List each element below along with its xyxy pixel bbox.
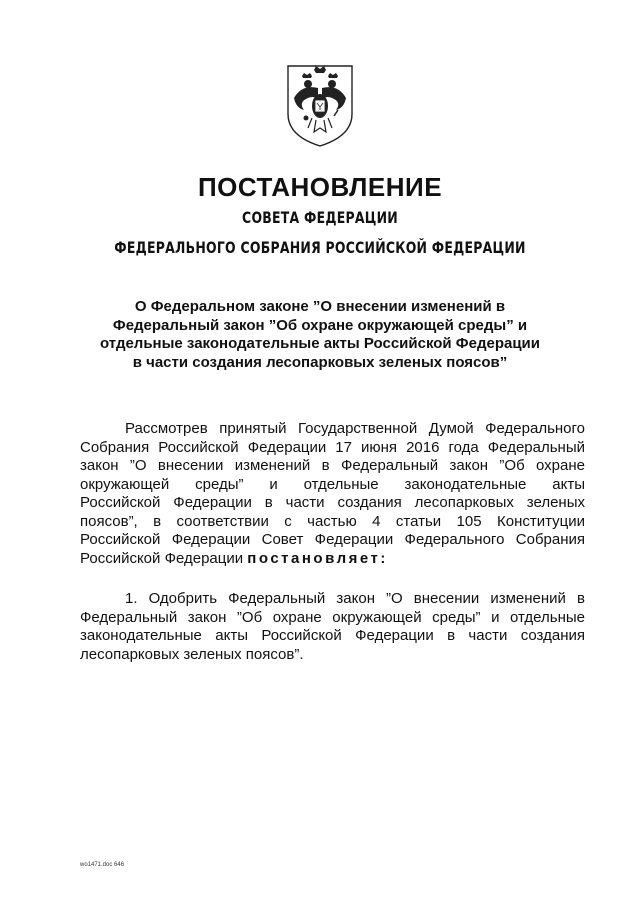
body-line-text: Российской Федерации [80, 549, 244, 567]
footer-file-code: wo1471.doc 646 [80, 862, 125, 868]
body-line: лесопарковых зеленых поясов”. [80, 645, 304, 663]
resolves-word: постановляет: [247, 549, 388, 567]
document-subject [80, 298, 560, 372]
subject-line: О Федеральном законе ”О внесении изменений в [134, 298, 506, 315]
body-line: закон ”О внесении изменений в Федеральный закон ”Об охране [80, 457, 585, 474]
body-line: Российской Федерации Совет Федерации Федерального Собрания [80, 531, 585, 548]
body-line: Собрания Российской Федерации 17 июня 2016 года Федеральный [80, 438, 585, 456]
russian-coat-of-arms-icon [282, 62, 358, 148]
subject-line: отдельные законодательные акты Российской Федерации [100, 335, 540, 352]
subject-line: в части создания лесопарковых зеленых поясов” [132, 353, 508, 371]
body-line: законодательные акты Российской Федерации в части создания [80, 627, 585, 644]
issuer-line-1: СОВЕТА ФЕДЕРАЦИИ [242, 208, 398, 227]
subject-line: Федеральный закон ”Об охране окружающей среды” и [112, 316, 528, 334]
body-line: Рассмотрев принятый Государственной Думой Федерального [125, 420, 585, 437]
paragraph-resolution [80, 590, 585, 664]
body-line: окружающей среды” и отдельные законодательные акты [80, 475, 585, 493]
document-title: ПОСТАНОВЛЕНИЕ [197, 172, 443, 202]
paragraph-preamble [80, 420, 585, 568]
body-line: Федеральный закон ”Об охране окружающей среды” и отдельные [80, 608, 585, 626]
body-line: Российской Федерации в части создания лесопарковых зеленых [80, 494, 585, 511]
issuer-line-2: ФЕДЕРАЛЬНОГО СОБРАНИЯ РОССИЙСКОЙ ФЕДЕРАЦИИ [114, 238, 526, 257]
body-line-final [80, 550, 585, 569]
body-line: 1. Одобрить Федеральный закон ”О внесении изменений в [125, 590, 585, 607]
body-line: поясов”, в соответствии с частью 4 статьи 105 Конституции [80, 512, 585, 530]
